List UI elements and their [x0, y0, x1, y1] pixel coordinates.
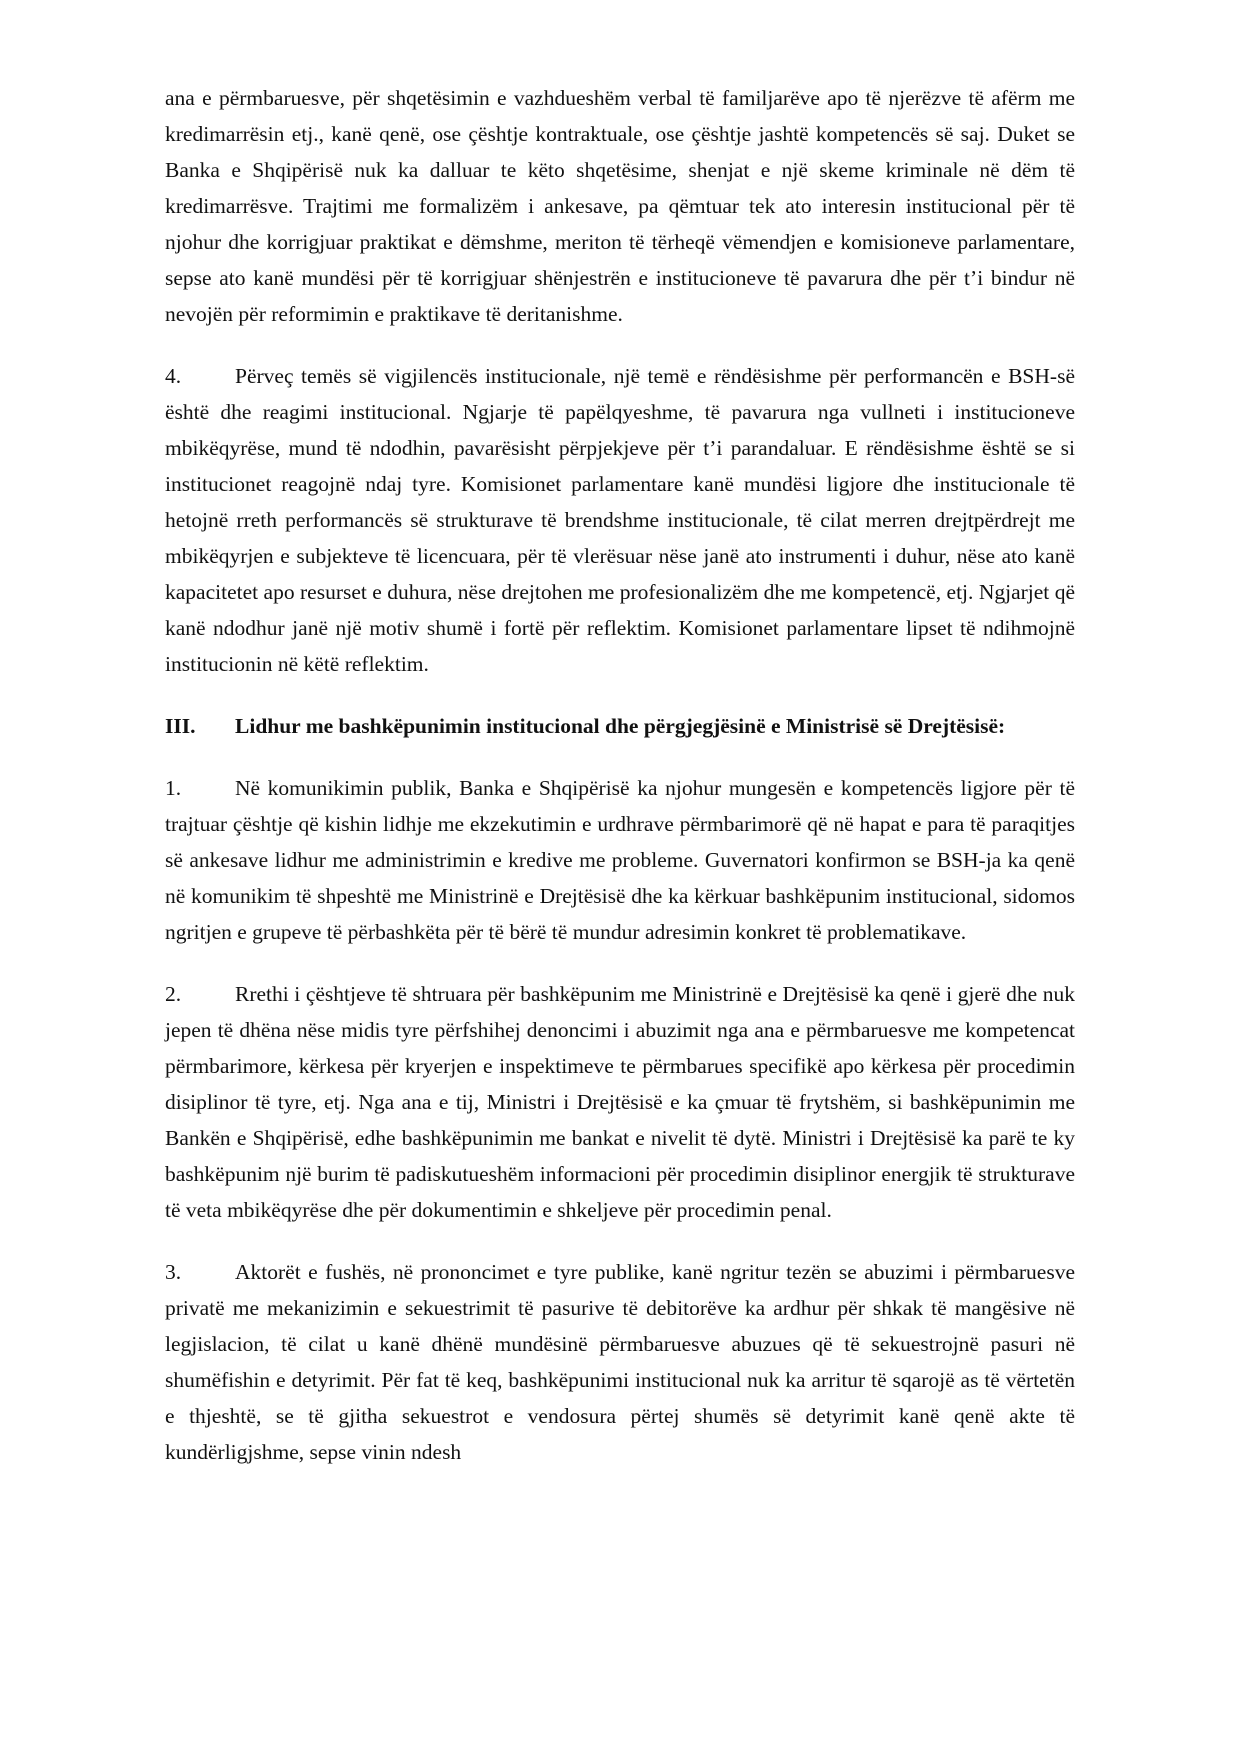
- section-number: III.: [165, 714, 196, 738]
- paragraph-number: 4.: [165, 364, 182, 388]
- section-heading-iii: [165, 708, 1075, 744]
- document-page: [165, 80, 1075, 1496]
- paragraph-text: Aktorët e fushës, në prononcimet e tyre publike, kanë ngritur tezën se abuzimi i përmbaruesve privatë me mekanizimin e sekuestrimit të pasurive të debitorëve ka ardhur për shkak të mangësive në legjislacion, të cilat u kanë dhënë mundësinë përmbaruesve abuzues që të sekuestrojnë pasuri në shumëfishin e detyrimit. Për fat të keq, bashkëpunimi institucional nuk ka arritur të sqarojë as të vërtetën e thjeshtë, se të gjitha sekuestrot e vendosura përtej shumës së detyrimit kanë qenë akte të kundërligjshme, sepse vinin ndesh: [165, 1260, 1075, 1464]
- paragraph-text: Rrethi i çështjeve të shtruara për bashkëpunim me Ministrinë e Drejtësisë ka qenë i gjerë dhe nuk jepen të dhëna nëse midis tyre përfshihej denoncimi i abuzimit nga ana e përmbaruesve me kompetencat përmbarimore, kërkesa për kryerjen e inspektimeve te përmbarues specifikë apo kërkesa për procedimin disiplinor të tyre, etj. Nga ana e tij, Ministri i Drejtësisë e ka çmuar të frytshëm, si bashkëpunimin me Bankën e Shqipërisë, edhe bashkëpunimin me bankat e nivelit të dytë. Ministri i Drejtësisë ka parë te ky bashkëpunim një burim të padiskutueshëm informacioni për procedimin disiplinor energjik të strukturave të veta mbikëqyrëse dhe për dokumentimin e shkeljeve për procedimin penal.: [165, 982, 1075, 1222]
- paragraph-number: 2.: [165, 982, 182, 1006]
- section-title: Lidhur me bashkëpunimin institucional dhe përgjegjësinë e Ministrisë së Drejtësisë:: [235, 714, 1006, 738]
- numbered-paragraph-3: [165, 1254, 1075, 1470]
- continuation-paragraph: ana e përmbaruesve, për shqetësimin e vazhdueshëm verbal të familjarëve apo të njerëzve të afërm me kredimarrësin etj., kanë qenë, ose çështje kontraktuale, ose çështje jashtë kompetencës së saj. Duket se Banka e Shqipërisë nuk ka dalluar te këto shqetësime, shenjat e një skeme kriminale në dëm të kredimarrësve. Trajtimi me formalizëm i ankesave, pa qëmtuar tek ato interesin institucional për të njohur dhe korrigjuar praktikat e dëmshme, meriton të tërheqë vëmendjen e komisioneve parlamentare, sepse ato kanë mundësi për të korrigjuar shënjestrën e institucioneve të pavarura dhe për t’i bindur në nevojën për reformimin e praktikave të deritanishme.: [165, 86, 1075, 326]
- paragraph-number: 3.: [165, 1260, 182, 1284]
- numbered-paragraph-1: [165, 770, 1075, 950]
- paragraph-number: 1.: [165, 776, 182, 800]
- paragraph-text: Përveç temës së vigjilencës institucionale, një temë e rëndësishme për performancën e BSH-së është dhe reagimi institucional. Ngjarje të papëlqyeshme, të pavarura nga vullneti i institucioneve mbikëqyrëse, mund të ndodhin, pavarësisht përpjekjeve për t’i parandaluar. E rëndësishme është se si institucionet reagojnë ndaj tyre. Komisionet parlamentare kanë mundësi ligjore dhe institucionale të hetojnë rreth performancës së strukturave të brendshme institucionale, të cilat merren drejtpërdrejt me mbikëqyrjen e subjekteve të licencuara, për të vlerësuar nëse janë ato instrumenti i duhur, nëse ato kanë kapacitetet apo resurset e duhura, nëse drejtohen me profesionalizëm dhe me kompetencë, etj. Ngjarjet që kanë ndodhur janë një motiv shumë i fortë për reflektim. Komisionet parlamentare lipset të ndihmojnë institucionin në këtë reflektim.: [165, 364, 1075, 676]
- numbered-paragraph-4: [165, 358, 1075, 682]
- numbered-paragraph-2: [165, 976, 1075, 1228]
- paragraph-text: Në komunikimin publik, Banka e Shqipërisë ka njohur mungesën e kompetencës ligjore për të trajtuar çështje që kishin lidhje me ekzekutimin e urdhrave përmbarimorë që në hapat e para të paraqitjes së ankesave lidhur me administrimin e kredive me probleme. Guvernatori konfirmon se BSH-ja ka qenë në komunikim të shpeshtë me Ministrinë e Drejtësisë dhe ka kërkuar bashkëpunim institucional, sidomos ngritjen e grupeve të përbashkëta për të bërë të mundur adresimin konkret të problematikave.: [165, 776, 1075, 944]
